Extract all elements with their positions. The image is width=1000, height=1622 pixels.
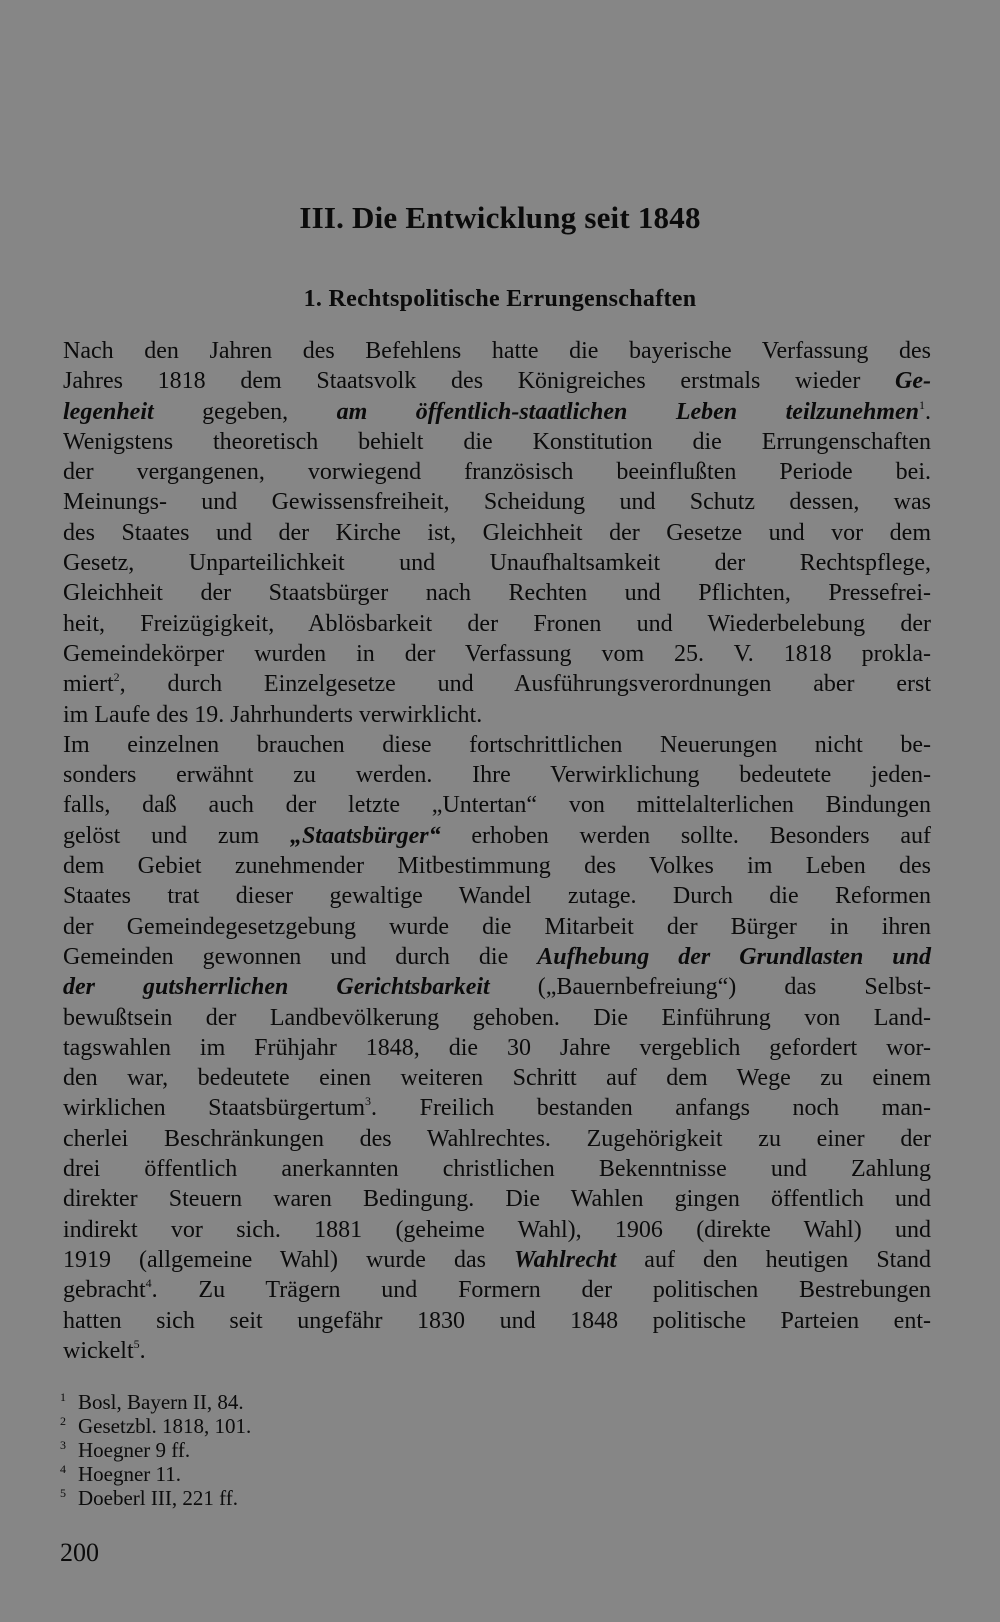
text-run: indirekt vor sich. 1881 (geheime Wahl), 1906 (direkte Wahl) und bbox=[63, 1216, 931, 1243]
footnote: 3 Hoegner 9 ff. bbox=[60, 1438, 191, 1462]
footnote-reference: 1 bbox=[919, 397, 925, 412]
text-run: heit, Freizügigkeit, Ablösbarkeit der Fronen und Wiederbelebung der bbox=[63, 610, 931, 637]
text-run: miert bbox=[63, 671, 114, 698]
body-line bbox=[63, 1245, 931, 1275]
text-run: sonders erwähnt zu werden. Ihre Verwirklichung bedeutete jeden- bbox=[63, 762, 931, 789]
body-line bbox=[63, 700, 931, 730]
body-line bbox=[63, 1063, 931, 1093]
text-run: bewußtsein der Landbevölkerung gehoben. Die Einführung von Land- bbox=[63, 1004, 931, 1031]
section-title: 1. Rechtspolitische Errungenschaften bbox=[303, 286, 697, 312]
body-line bbox=[63, 1154, 931, 1184]
text-run: dem Gebiet zunehmender Mitbestimmung des Volkes im Leben des bbox=[63, 853, 931, 880]
text-run: den war, bedeutete einen weiteren Schritt auf dem Wege zu einem bbox=[63, 1065, 931, 1092]
body-line bbox=[63, 851, 931, 881]
body-line bbox=[63, 1184, 931, 1214]
text-run: Gleichheit der Staatsbürger nach Rechten und Pflichten, Pressefrei- bbox=[63, 580, 931, 607]
text-run: . Freilich bestanden anfangs noch man- bbox=[371, 1095, 931, 1122]
text-run: 1919 (allgemeine Wahl) wurde das bbox=[63, 1246, 515, 1273]
body-line bbox=[63, 1215, 931, 1245]
text-run: . bbox=[925, 398, 931, 425]
text-run: Im einzelnen brauchen diese fortschrittlichen Neuerungen nicht be- bbox=[63, 731, 931, 758]
body-line bbox=[63, 942, 931, 972]
body-line bbox=[63, 1003, 931, 1033]
text-run: („Bauernbefreiung“) das Selbst- bbox=[489, 974, 931, 1001]
body-line bbox=[63, 760, 931, 790]
emphasized-text: Ge- bbox=[895, 368, 931, 395]
emphasized-text: legenheit bbox=[63, 398, 154, 425]
body-line bbox=[63, 972, 931, 1002]
text-run: cherlei Beschränkungen des Wahlrechtes. Zugehörigkeit zu einer der bbox=[63, 1125, 931, 1152]
body-line bbox=[63, 366, 931, 396]
text-run: hatten sich seit ungefähr 1830 und 1848 politische Parteien ent- bbox=[63, 1307, 931, 1334]
text-run: . bbox=[139, 1337, 146, 1364]
body-line bbox=[63, 518, 931, 548]
footnote-reference: 4 bbox=[145, 1276, 152, 1291]
body-line bbox=[63, 639, 931, 669]
body-line bbox=[63, 397, 931, 427]
body-line bbox=[63, 912, 931, 942]
text-run: direkter Steuern waren Bedingung. Die Wahlen gingen öffentlich und bbox=[63, 1186, 931, 1213]
text-run: . Zu Trägern und Formern der politischen Bestrebungen bbox=[151, 1277, 931, 1304]
body-line bbox=[63, 821, 931, 851]
footnote-text: Hoegner 9 ff. bbox=[78, 1438, 191, 1462]
text-run: Gemeinden gewonnen und durch die bbox=[63, 943, 538, 970]
footnote: 5 Doeberl III, 221 ff. bbox=[60, 1486, 238, 1510]
body-line bbox=[63, 336, 931, 366]
footnote-text: Gesetzbl. 1818, 101. bbox=[78, 1414, 252, 1438]
footnote: 1 Bosl, Bayern II, 84. bbox=[60, 1390, 244, 1414]
text-run: des Staates und der Kirche ist, Gleichheit der Gesetze und vor dem bbox=[63, 519, 931, 546]
emphasized-text: „Staatsbürger“ bbox=[289, 822, 441, 849]
text-run: Nach den Jahren des Befehlens hatte die bayerische Verfassung des bbox=[63, 338, 931, 364]
footnote: 4 Hoegner 11. bbox=[60, 1462, 182, 1486]
emphasized-text: Aufhebung der Grundlasten und bbox=[537, 943, 931, 970]
emphasized-text: am öffentlich-staatlichen Leben teilzunehmen bbox=[336, 398, 919, 425]
body-line bbox=[63, 1306, 931, 1336]
text-run: auf den heutigen Stand bbox=[616, 1246, 932, 1273]
footnote-reference: 5 bbox=[133, 1336, 140, 1351]
body-line bbox=[63, 790, 931, 820]
text-run: wickelt bbox=[63, 1337, 134, 1364]
body-line bbox=[63, 1033, 931, 1063]
body-line bbox=[63, 457, 931, 487]
text-run: Wenigstens theoretisch behielt die Konstitution die Errungenschaften bbox=[63, 428, 931, 455]
footnote: 2 Gesetzbl. 1818, 101. bbox=[60, 1414, 252, 1438]
text-run: gegeben, bbox=[153, 398, 337, 425]
footnote-reference: 3 bbox=[365, 1094, 372, 1109]
body-line bbox=[63, 609, 931, 639]
text-run: Staates trat dieser gewaltige Wandel zutage. Durch die Reformen bbox=[63, 883, 931, 910]
text-run: gelöst und zum bbox=[63, 822, 290, 849]
footnote-text: Bosl, Bayern II, 84. bbox=[78, 1390, 244, 1414]
body-line bbox=[63, 548, 931, 578]
footnote-text: Doeberl III, 221 ff. bbox=[78, 1486, 238, 1510]
emphasized-text: Wahlrecht bbox=[514, 1246, 617, 1273]
text-run: der vergangenen, vorwiegend französisch beeinflußten Periode bei. bbox=[63, 459, 931, 486]
body-line bbox=[63, 1093, 931, 1123]
body-line bbox=[63, 881, 931, 911]
body-line bbox=[63, 1336, 931, 1366]
body-line bbox=[63, 427, 931, 457]
text-run: , durch Einzelgesetze und Ausführungsverordnungen aber erst bbox=[119, 671, 931, 698]
footnote-reference: 2 bbox=[113, 670, 120, 685]
emphasized-text: der gutsherrlichen Gerichtsbarkeit bbox=[63, 974, 490, 1001]
page-number: 200 bbox=[60, 1538, 99, 1567]
text-run: wirklichen Staatsbürgertum bbox=[63, 1095, 366, 1122]
text-run: falls, daß auch der letzte „Untertan“ von mittelalterlichen Bindungen bbox=[63, 792, 931, 819]
body-text bbox=[63, 336, 931, 1366]
body-line bbox=[63, 1275, 931, 1305]
footnotes bbox=[60, 1390, 251, 1510]
body-line bbox=[63, 487, 931, 517]
body-line bbox=[63, 1124, 931, 1154]
text-run: Gemeindekörper wurden in der Verfassung vom 25. V. 1818 prokla- bbox=[63, 640, 931, 667]
text-run: erhoben werden sollte. Besonders auf bbox=[440, 822, 931, 849]
text-run: gebracht bbox=[63, 1277, 146, 1304]
text-run: tagswahlen im Frühjahr 1848, die 30 Jahre vergeblich gefordert wor- bbox=[63, 1034, 931, 1061]
body-line bbox=[63, 669, 931, 699]
text-run: im Laufe des 19. Jahrhunderts verwirklicht. bbox=[63, 701, 483, 728]
text-run: Jahres 1818 dem Staatsvolk des Königreiches erstmals wieder bbox=[63, 368, 896, 395]
text-run: Gesetz, Unparteilichkeit und Unaufhaltsamkeit der Rechtspflege, bbox=[63, 550, 931, 577]
body-line bbox=[63, 578, 931, 608]
text-run: Meinungs- und Gewissensfreiheit, Scheidung und Schutz dessen, was bbox=[63, 489, 931, 516]
chapter-title: III. Die Entwicklung seit 1848 bbox=[299, 200, 701, 235]
text-run: drei öffentlich anerkannten christlichen Bekenntnisse und Zahlung bbox=[63, 1156, 931, 1183]
text-run: der Gemeindegesetzgebung wurde die Mitarbeit der Bürger in ihren bbox=[63, 913, 931, 940]
body-line bbox=[63, 730, 931, 760]
footnote-text: Hoegner 11. bbox=[78, 1462, 182, 1486]
